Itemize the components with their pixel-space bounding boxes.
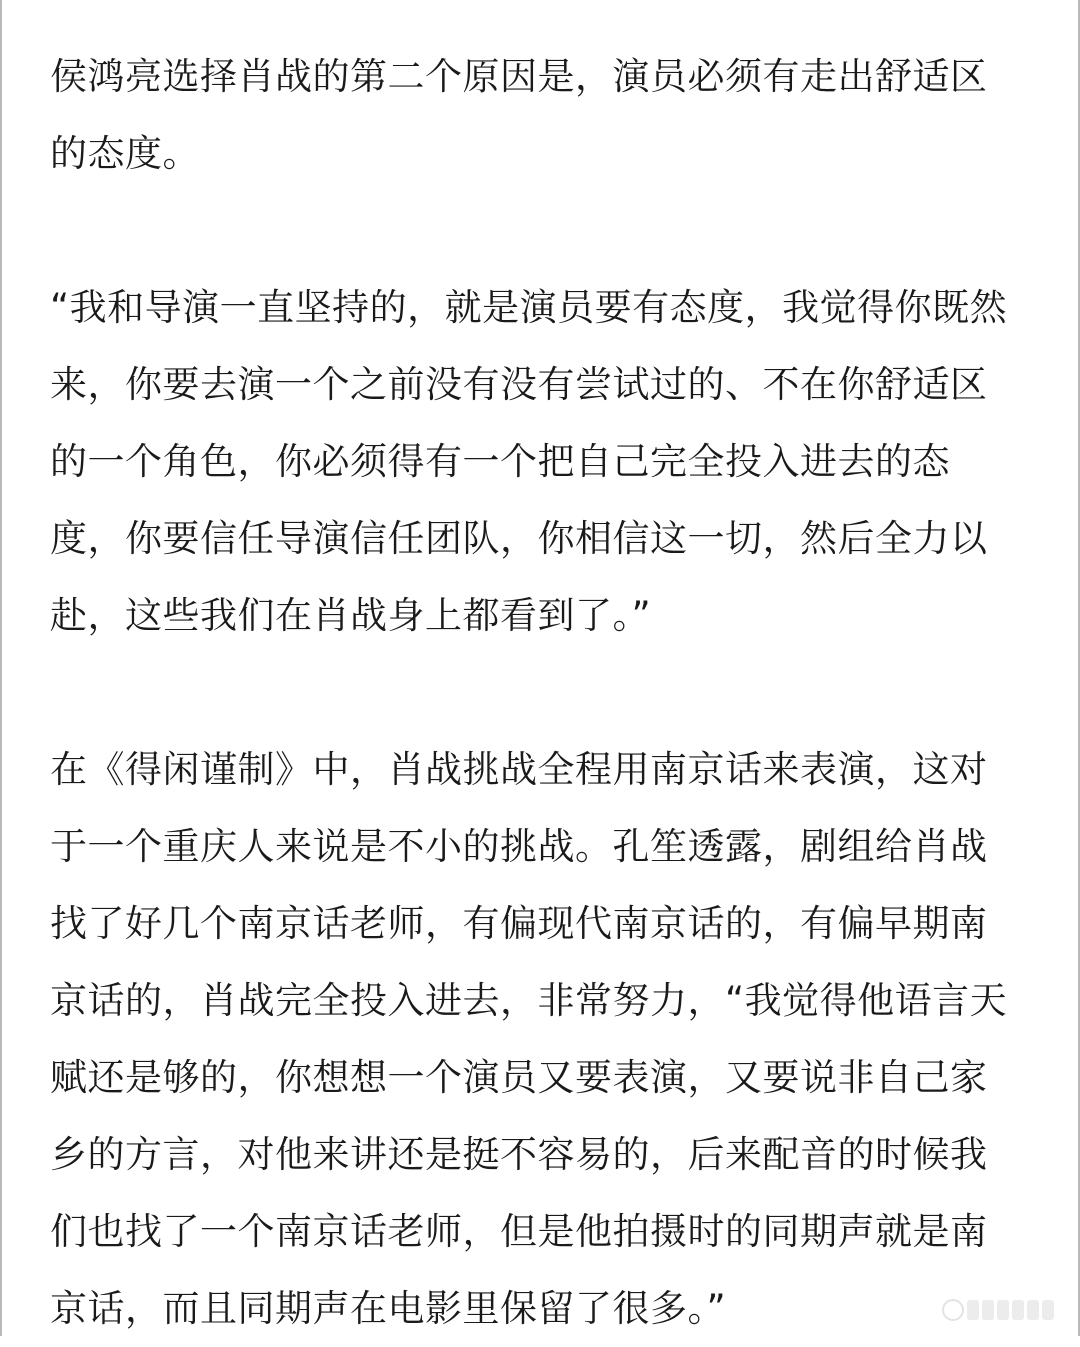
watermark-glyph [997,1300,1009,1320]
watermark-logo [942,1296,1054,1324]
watermark-glyph [982,1300,994,1320]
watermark-glyph [1027,1300,1039,1320]
watermark-icon [942,1299,964,1321]
paragraph-intro: 侯鸿亮选择肖战的第二个原因是，演员必须有走出舒适区的态度。 [50,55,988,175]
paragraph-dialect: 在《得闲谨制》中，肖战挑战全程用南京话来表演，这对于一个重庆人来说是不小的挑战。孔笙透露，剧组给肖战找了好几个南京话老师，有偏现代南京话的，有偏早期南京话的，肖战完全投入进去，非常努力，“我觉得他语言天赋还是够的，你想想一个演员又要表演，又要说非自己家乡的方言，对他来讲还是挺不容易的，后来配音的时候我们也找了一个南京话老师，但是他拍摄时的同期声就是南京话，而且同期声在电影里保留了很多。” [50,748,1008,1330]
frame-left-border [0,0,2,1336]
watermark-glyph [1042,1300,1054,1320]
paragraph-quote: “我和导演一直坚持的，就是演员要有态度，我觉得你既然来，你要去演一个之前没有没有尝试过的、不在你舒适区的一个角色，你必须得有一个把自己完全投入进去的态度，你要信任导演信任团队，你相信这一切，然后全力以赴，这些我们在肖战身上都看到了。” [50,286,1008,637]
article-body [50,38,1022,1347]
watermark-glyph [967,1300,979,1320]
watermark-glyph [1012,1300,1024,1320]
